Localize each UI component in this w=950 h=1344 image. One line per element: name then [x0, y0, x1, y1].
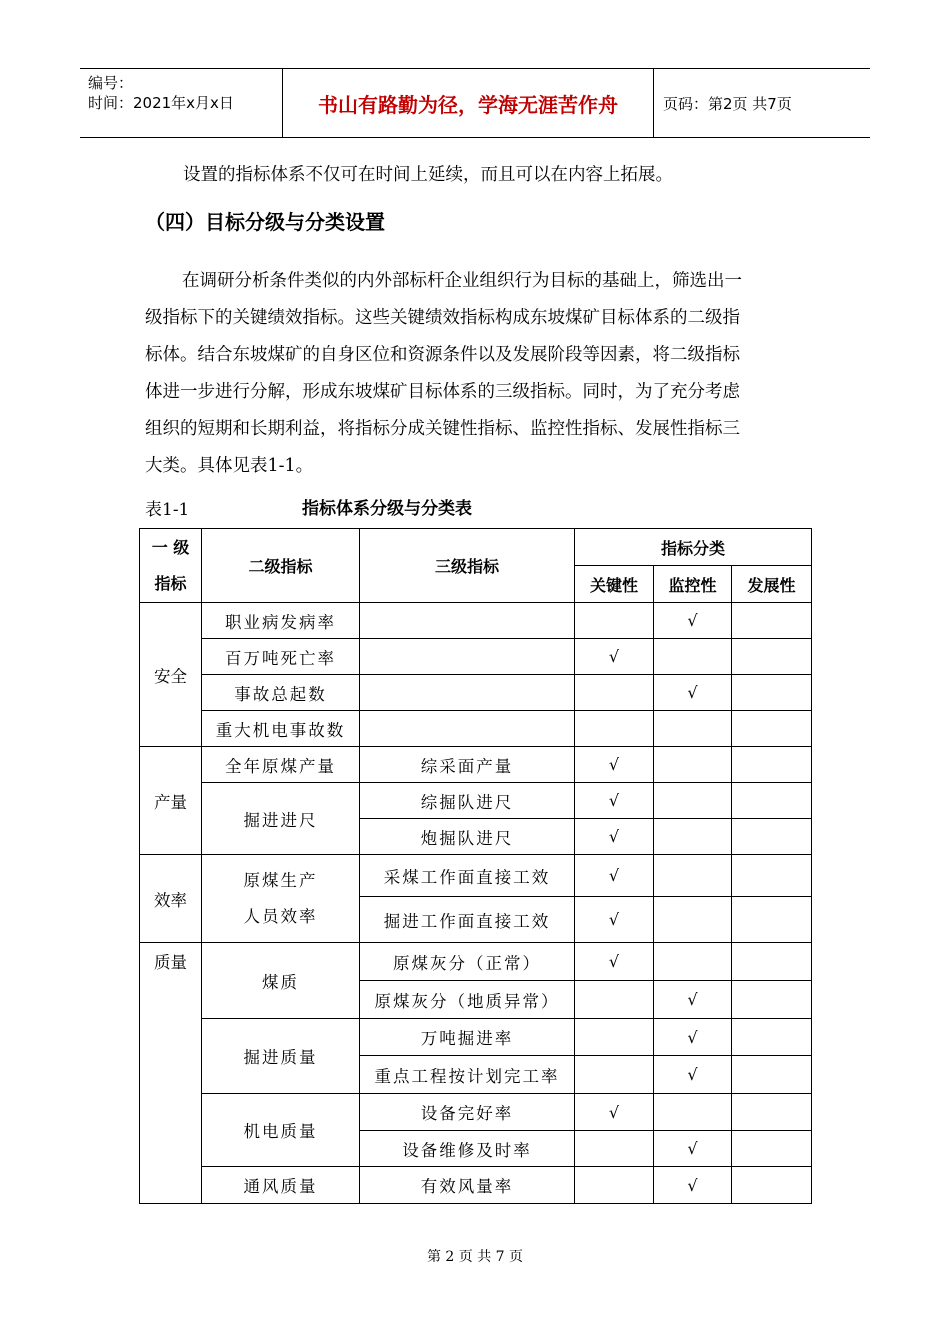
table-row: [140, 783, 812, 819]
level2-line: 人员效率: [243, 906, 318, 926]
level3-cell: 设备维修及时率: [360, 1131, 575, 1167]
table-caption-title: 指标体系分级与分类表: [302, 499, 472, 519]
section-heading: （四）目标分级与分类设置: [145, 210, 385, 234]
level3-cell: 掘进工作面直接工效: [360, 897, 575, 943]
develop-cell: [732, 1019, 812, 1056]
body-line: 级指标下的关键绩效指标。这些关键绩效指标构成东坡煤矿目标体系的二级指: [145, 308, 740, 328]
intro-line: 设置的指标体系不仅可在时间上延续，而且可以在内容上拓展。: [183, 165, 673, 185]
key-check: √: [575, 855, 654, 897]
develop-cell: [732, 1131, 812, 1167]
key-cell: [575, 711, 654, 747]
header-level1: [140, 529, 202, 603]
level2-cell: 掘进进尺: [202, 783, 360, 855]
key-check: √: [575, 783, 654, 819]
level2-cell: 全年原煤产量: [202, 747, 360, 783]
level3-cell: [360, 639, 575, 675]
level3-cell: 原煤灰分（地质异常）: [360, 981, 575, 1019]
monitor-check: √: [654, 981, 732, 1019]
monitor-check: √: [654, 1131, 732, 1167]
page-footer: 第 2 页 共 7 页: [426, 1249, 524, 1265]
body-paragraph: [145, 268, 815, 490]
key-cell: [575, 1019, 654, 1056]
table-row: [140, 675, 812, 711]
level3-cell: 有效风量率: [360, 1167, 575, 1204]
level1-efficiency: 效率: [140, 855, 202, 943]
monitor-check: √: [654, 1019, 732, 1056]
key-check: √: [575, 943, 654, 981]
indicator-table: [139, 528, 812, 1204]
key-cell: [575, 1131, 654, 1167]
key-cell: [575, 981, 654, 1019]
monitor-cell: [654, 897, 732, 943]
table-row: [140, 855, 812, 897]
monitor-cell: [654, 711, 732, 747]
key-cell: [575, 1167, 654, 1204]
table-row: [140, 943, 812, 981]
develop-cell: [732, 1167, 812, 1204]
level3-cell: [360, 711, 575, 747]
level2-cell: 事故总起数: [202, 675, 360, 711]
table-row: [140, 747, 812, 783]
header-meta: [80, 69, 282, 137]
table-row: [140, 603, 812, 639]
level3-cell: 综掘队进尺: [360, 783, 575, 819]
level2-cell: 煤质: [202, 943, 360, 1019]
key-check: √: [575, 639, 654, 675]
header-level2: 二级指标: [202, 529, 360, 603]
monitor-cell: [654, 783, 732, 819]
date-label: 时间：2021年x月x日: [88, 94, 234, 112]
level2-cell: 机电质量: [202, 1094, 360, 1167]
monitor-cell: [654, 855, 732, 897]
develop-cell: [732, 855, 812, 897]
header-level1-line1: 一 级: [151, 537, 190, 557]
header-level3: 三级指标: [360, 529, 575, 603]
motto: 书山有路勤为径，学海无涯苦作舟: [282, 69, 654, 137]
monitor-cell: [654, 819, 732, 855]
develop-cell: [732, 897, 812, 943]
level3-cell: 综采面产量: [360, 747, 575, 783]
develop-cell: [732, 1056, 812, 1094]
key-cell: [575, 675, 654, 711]
header-monitor: 监控性: [654, 566, 732, 603]
monitor-cell: [654, 943, 732, 981]
monitor-cell: [654, 1094, 732, 1131]
level2-cell: 通风质量: [202, 1167, 360, 1204]
develop-cell: [732, 639, 812, 675]
develop-cell: [732, 603, 812, 639]
level1-quality: 质量: [140, 943, 202, 1204]
page-label: 页码：第2页 共7页: [663, 95, 792, 113]
level2-cell: 掘进质量: [202, 1019, 360, 1094]
level2-cell: 重大机电事故数: [202, 711, 360, 747]
body-line: 在调研分析条件类似的内外部标杆企业组织行为目标的基础上，筛选出一: [182, 271, 742, 291]
body-line: 大类。具体见表1-1。: [145, 456, 314, 476]
number-label: 编号：: [88, 74, 134, 92]
header-develop: 发展性: [732, 566, 812, 603]
level2-cell: 职业病发病率: [202, 603, 360, 639]
level1-output: 产量: [140, 747, 202, 855]
monitor-cell: [654, 747, 732, 783]
table-row: [140, 1094, 812, 1131]
monitor-check: √: [654, 1056, 732, 1094]
level3-cell: [360, 603, 575, 639]
table-row: [140, 711, 812, 747]
body-line: 组织的短期和长期利益，将指标分成关键性指标、监控性指标、发展性指标三: [145, 419, 740, 439]
table-row: [140, 1167, 812, 1204]
level3-cell: [360, 675, 575, 711]
table-caption-number: 表1-1: [145, 500, 190, 520]
key-cell: [575, 1056, 654, 1094]
header-level1-line2: 指标: [154, 573, 187, 593]
key-check: √: [575, 897, 654, 943]
level3-cell: 设备完好率: [360, 1094, 575, 1131]
table-row: [140, 1019, 812, 1056]
level3-cell: 炮掘队进尺: [360, 819, 575, 855]
develop-cell: [732, 711, 812, 747]
level2-line: 原煤生产: [243, 870, 318, 890]
table-row: [140, 639, 812, 675]
level3-cell: 采煤工作面直接工效: [360, 855, 575, 897]
level3-cell: 重点工程按计划完工率: [360, 1056, 575, 1094]
header-category: 指标分类: [575, 529, 812, 566]
develop-cell: [732, 675, 812, 711]
body-line: 体进一步进行分解，形成东坡煤矿目标体系的三级指标。同时，为了充分考虑: [145, 382, 740, 402]
level2-cell: 百万吨死亡率: [202, 639, 360, 675]
monitor-check: √: [654, 603, 732, 639]
body-line: 标体。结合东坡煤矿的自身区位和资源条件以及发展阶段等因素，将二级指标: [145, 345, 740, 365]
develop-cell: [732, 747, 812, 783]
level1-safety: 安全: [140, 603, 202, 747]
develop-cell: [732, 783, 812, 819]
level2-cell: [202, 855, 360, 943]
monitor-check: √: [654, 675, 732, 711]
key-check: √: [575, 819, 654, 855]
monitor-check: √: [654, 1167, 732, 1204]
develop-cell: [732, 819, 812, 855]
header-key: 关键性: [575, 566, 654, 603]
develop-cell: [732, 981, 812, 1019]
develop-cell: [732, 1094, 812, 1131]
monitor-cell: [654, 639, 732, 675]
level3-cell: 万吨掘进率: [360, 1019, 575, 1056]
key-cell: [575, 603, 654, 639]
key-check: √: [575, 1094, 654, 1131]
level3-cell: 原煤灰分（正常）: [360, 943, 575, 981]
develop-cell: [732, 943, 812, 981]
page-header: [80, 68, 870, 138]
key-check: √: [575, 747, 654, 783]
